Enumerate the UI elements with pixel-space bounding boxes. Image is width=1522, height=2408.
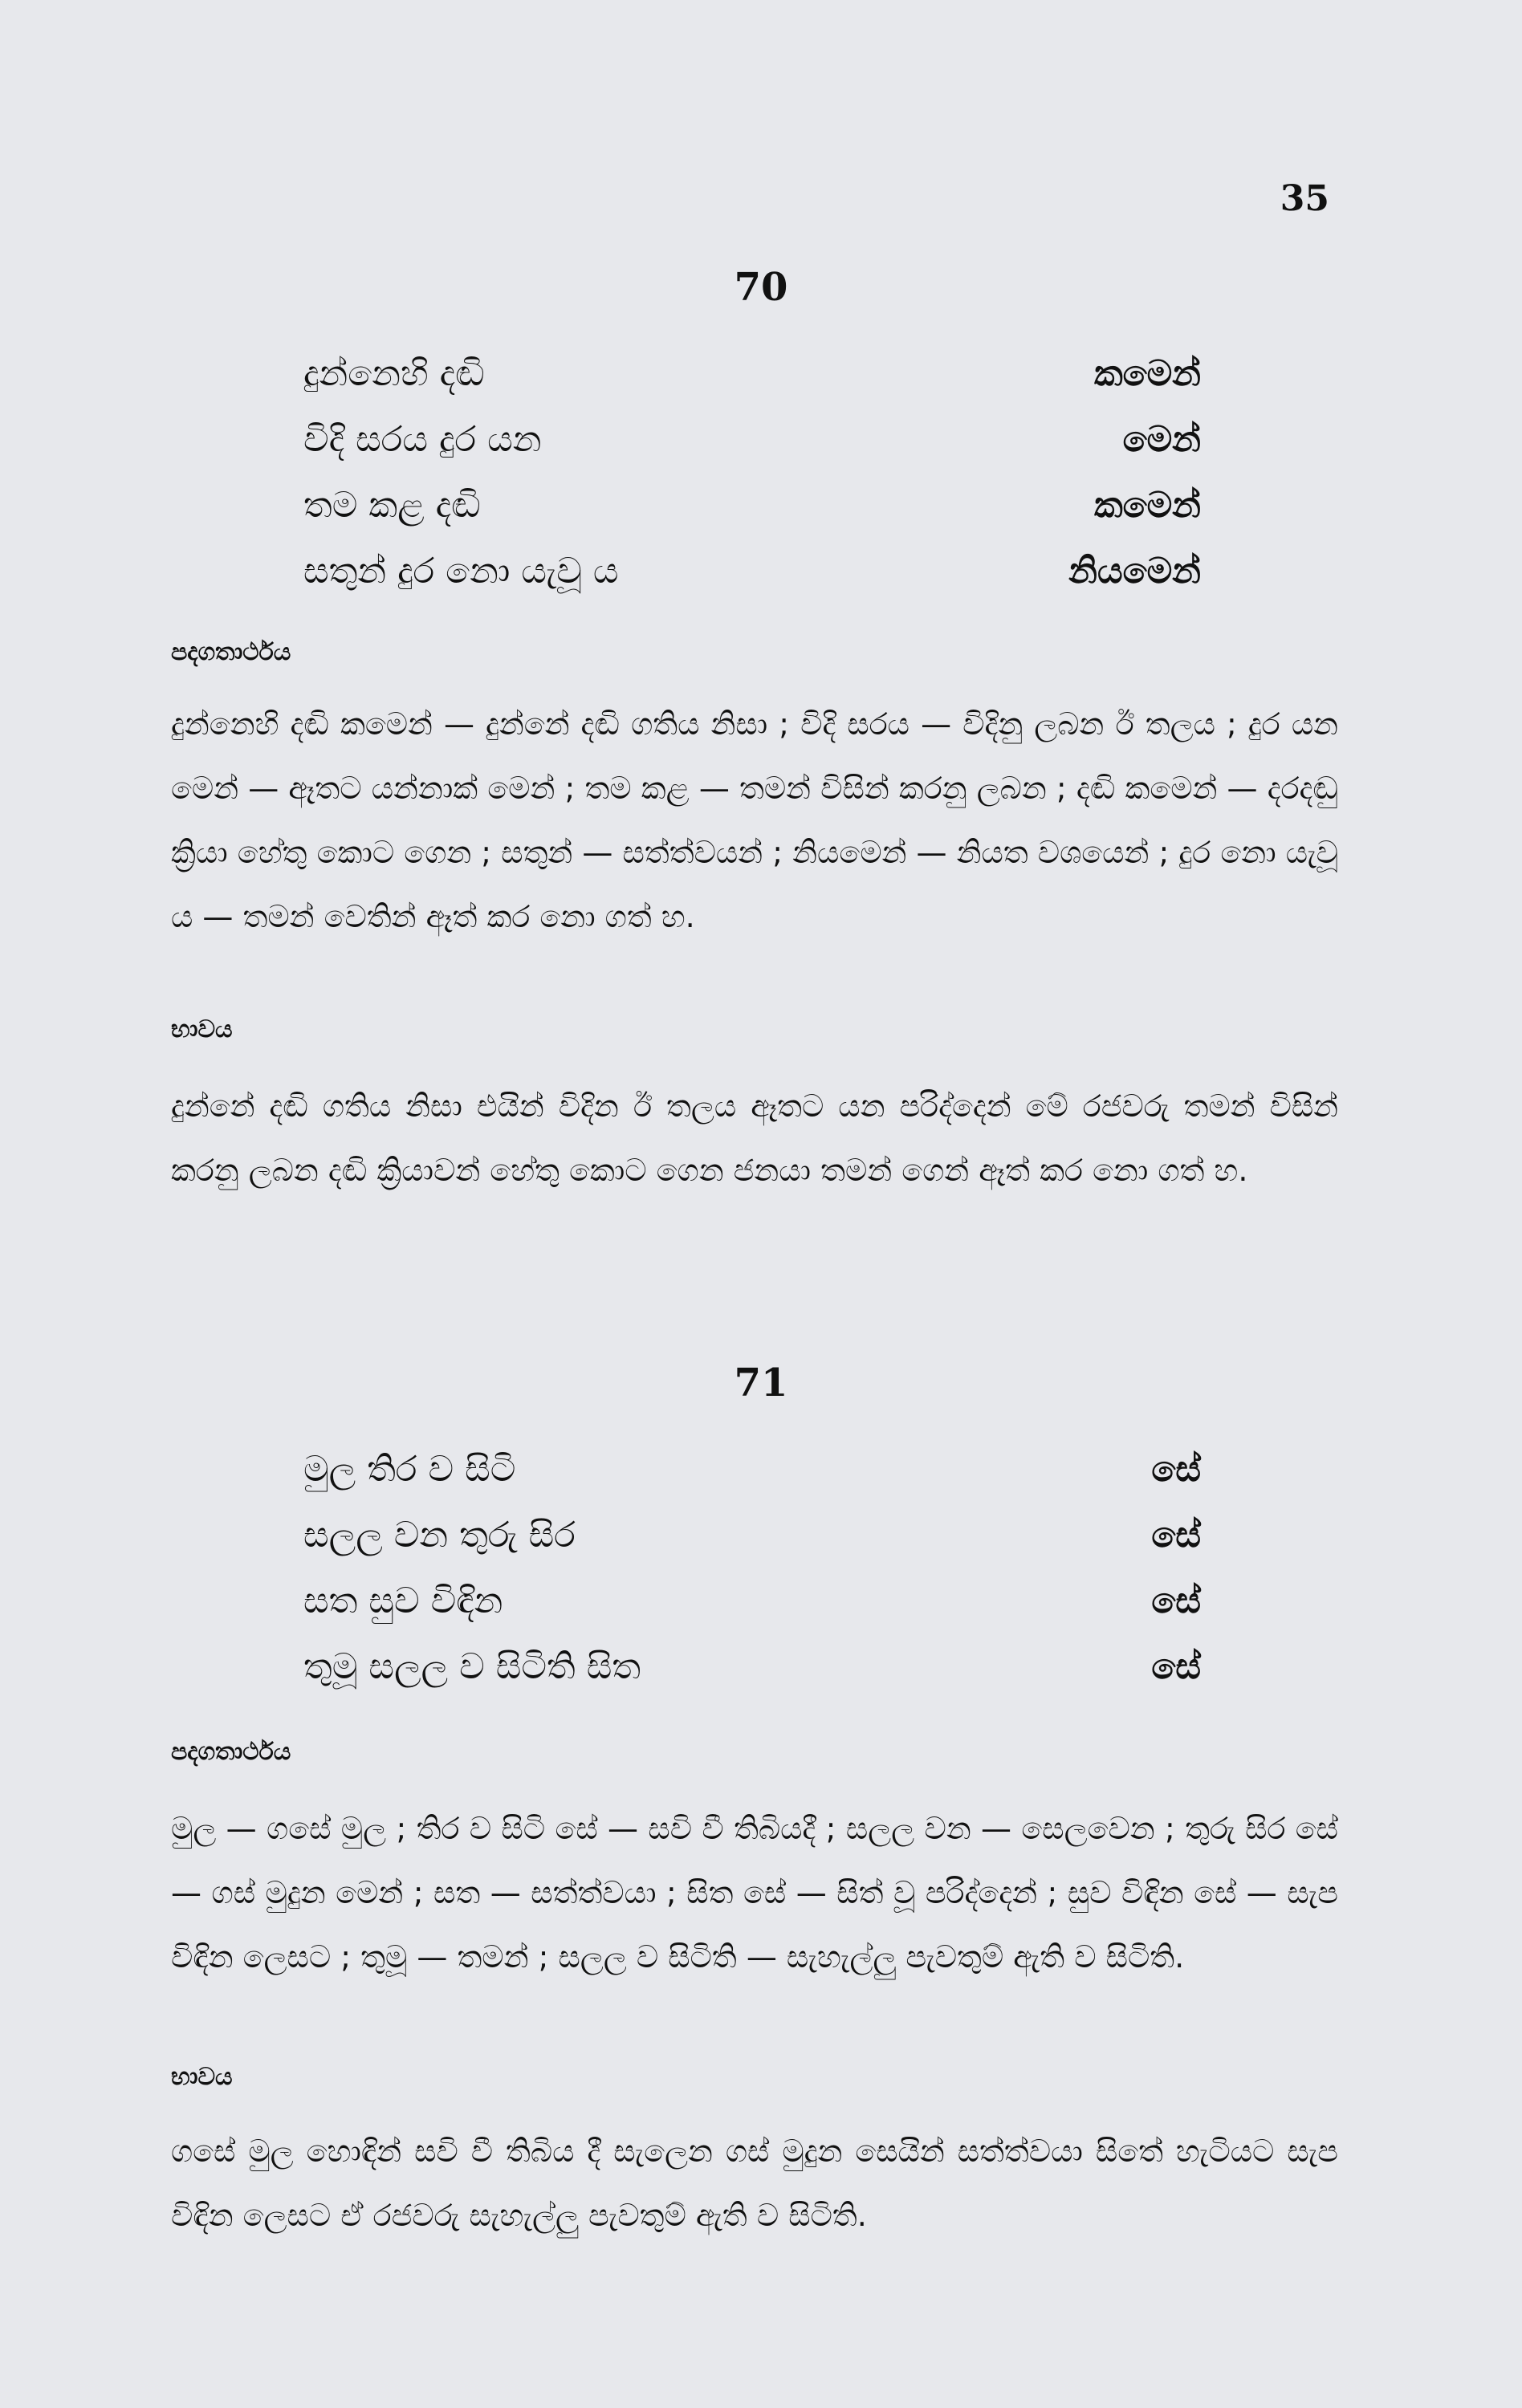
verse-line-text: තුමූ සලල ව සිටිති සිත: [303, 1646, 641, 1687]
gloss-heading: පදගතාර්ථය: [171, 638, 291, 666]
verse-line-end: සේ: [1151, 1646, 1201, 1687]
page-number: 35: [1280, 178, 1329, 219]
verse-line-end: නියමෙන්: [1068, 551, 1201, 592]
verse-line: [303, 1634, 1201, 1700]
verse-block: [303, 341, 1201, 604]
verse-line-end: සේ: [1151, 1515, 1201, 1556]
verse-number: 71: [734, 1361, 788, 1405]
verse-line-text: සතුන් දුර නො යැවූ ය: [303, 551, 619, 592]
verse-line: [303, 341, 1201, 407]
verse-line-text: සලල වන තුරු සිර: [303, 1515, 576, 1556]
meaning-paragraph: දුන්නේ දඬි ගතිය නිසා එයින් විදින ඊ තලය ඈතට යන පරිද්දෙන් මේ රජවරු තමන් විසින් කරනු ලබන දඬි ක්‍රියාවන් හේතු කොට ගෙන ජනයා තමන් ගෙන් ඈත් කර නො ගත් හ.: [171, 1088, 1338, 1188]
verse-line: [303, 1437, 1201, 1503]
gloss-paragraph: දුන්නෙහි දඬි කමෙන් — දුන්නේ දඬි ගතිය නිසා ; විදි සරය — විදිනු ලබන ඊ තලය ; දුර යන මෙන් — ඈතට යන්නාක් මෙන් ; තම කළ — තමන් විසින් කරනු ලබන ; දඬි කමෙන් — දරදඬු ක්‍රියා හේතු කොට ගෙන ; සතුන් — සත්ත්වයන් ; නියමෙන් — නියත වශයෙන් ; දුර නො යැවූ ය — තමන් වෙතින් ඈත් කර නො ගත් හ.: [171, 706, 1338, 934]
meaning-paragraph: ගසේ මුල හොඳින් සවි වී තිබිය දී සැලෙන ගස් මුදුන සෙයින් සත්ත්වයා සිතේ හැටියට සැප විඳින ලෙසට ඒ රජවරු සැහැල්ලු පැවතුම් ඇති ව සිටිති.: [171, 2133, 1338, 2233]
verse-line: [303, 473, 1201, 539]
verse-line: [303, 1568, 1201, 1634]
verse-line-text: මුල තිර ව සිටි: [303, 1449, 516, 1490]
verse-line: [303, 407, 1201, 473]
verse-line: [303, 1503, 1201, 1568]
verse-block: [303, 1437, 1201, 1700]
gloss-heading: පදගතාර්ථය: [171, 1738, 291, 1766]
gloss-paragraph: මුල — ගසේ මුල ; තිර ව සිටි සේ — සවි වී තිබියදී ; සලල වන — සෙලවෙන ; තුරු සිර සේ — ගස් මුදුන මෙන් ; සත — සත්ත්වයා ; සිත සේ — සිත් වූ පරිද්දෙන් ; සුව විඳින සේ — සැප විඳින ලෙසට ; තුමූ — තමන් ; සලල ව සිටිති — සැහැල්ලු පැවතුම් ඇති ව සිටිති.: [171, 1811, 1338, 1975]
verse-line-text: විදි සරය දුර යන: [303, 419, 542, 460]
verse-line-end: කමෙන්: [1093, 485, 1201, 526]
verse-line-text: තම කළ දඬි: [303, 485, 481, 526]
verse-line: [303, 539, 1201, 604]
verse-line-end: සේ: [1151, 1580, 1201, 1621]
meaning-heading: භාවය: [171, 2063, 233, 2091]
verse-line-text: සත සුව විඳින: [303, 1580, 503, 1621]
verse-line-text: දුන්නෙහි දඬි: [303, 353, 485, 394]
verse-line-end: මෙන්: [1122, 419, 1201, 460]
verse-line-end: කමෙන්: [1093, 353, 1201, 394]
verse-number: 70: [734, 265, 788, 310]
verse-line-end: සේ: [1151, 1449, 1201, 1490]
meaning-heading: භාවය: [171, 1015, 233, 1043]
